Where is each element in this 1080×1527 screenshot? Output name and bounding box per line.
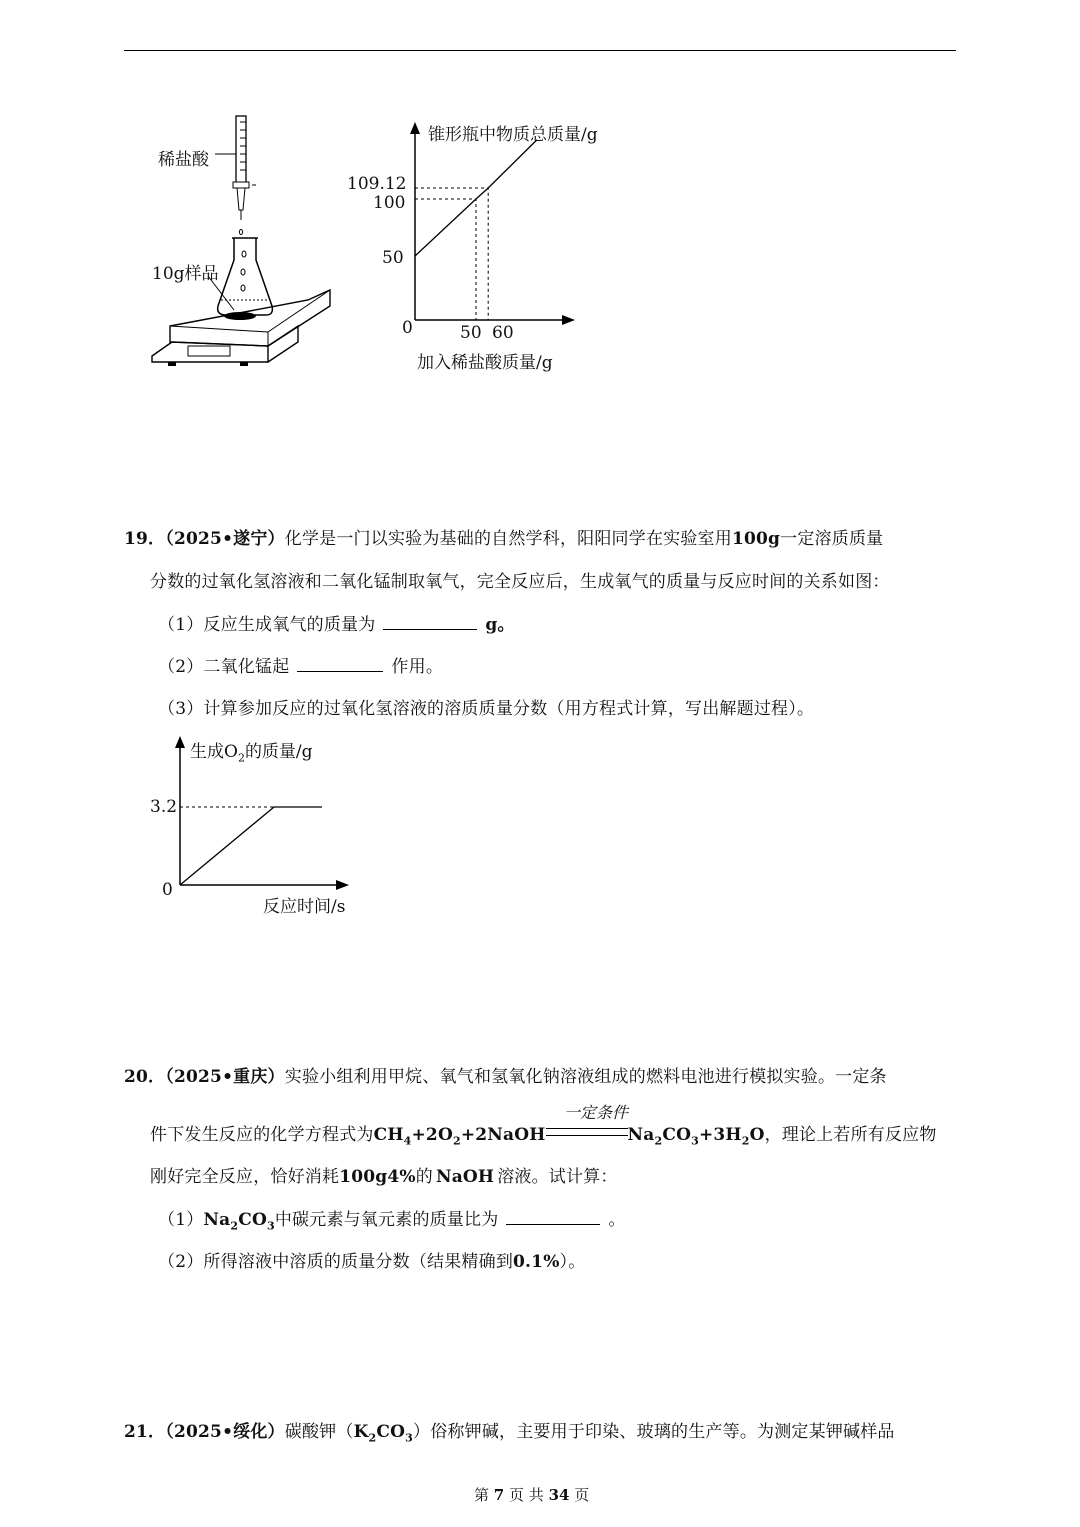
q20-sub1-num: （1） (158, 1210, 204, 1230)
q19-sub2 (158, 652, 443, 677)
y-axis-arrow (410, 122, 420, 134)
q20-equation-right: $Na_2CO_3+3H_2O$ (627, 1125, 765, 1148)
footer-total-pages: 34 (548, 1486, 570, 1504)
q19-line2: 分数的过氧化氢溶液和二氧化锰制取氧气，完全反应后，生成氧气的质量与反应时间的关系如图： (150, 572, 890, 592)
q20-stem-3c: 的 (415, 1167, 433, 1187)
page-footer (474, 1484, 589, 1505)
q19-sub1-unit: g。 (485, 615, 515, 635)
mass-series-line (415, 140, 537, 256)
q21-line1 (124, 1417, 895, 1444)
q20-stem-3a: 刚好完全反应，恰好消耗 (150, 1167, 340, 1187)
chart1-ytick-10912: 109.12 (347, 174, 407, 194)
q20-sub2 (158, 1247, 585, 1272)
q20-source: （2025•重庆） (165, 1067, 285, 1087)
q20-line2 (150, 1120, 937, 1147)
guide-dashed-60 (415, 188, 488, 320)
q19-sub1 (158, 610, 515, 635)
q19-sub2-tail: 作用。 (391, 657, 444, 677)
q19-sub2-blank[interactable] (297, 654, 383, 672)
q20-sub1-blank[interactable] (506, 1207, 600, 1225)
footer-prefix: 第 (474, 1486, 490, 1504)
q19-stem-b: 100g (731, 529, 781, 549)
q19-sub3: （3）计算参加反应的过氧化氢溶液的溶质质量分数（用方程式计算，写出解题过程）。 (158, 699, 815, 719)
q20-sub1-formula: $Na_2CO_3$ (203, 1210, 275, 1233)
q19-number: 19． (124, 529, 166, 549)
footer-middle: 页 共 (509, 1486, 544, 1504)
q20-number: 20． (124, 1067, 166, 1087)
chart2-origin: 0 (162, 880, 173, 900)
q20-sub1 (158, 1205, 626, 1232)
q20-stem-2b: ，理论上若所有反应物 (764, 1125, 937, 1145)
q20-sub2-text: （2）所得溶液中溶质的质量分数（结果精确到 (158, 1252, 514, 1272)
q21-source: （2025•绥化） (165, 1422, 285, 1442)
q19-line1 (124, 524, 883, 549)
chart1-ylabel: 锥形瓶中物质总质量/g (428, 125, 598, 145)
q20-line3 (150, 1162, 618, 1187)
chart2-xlabel: 反应时间/s (263, 897, 346, 917)
y-axis-arrow (175, 736, 185, 748)
chart1-xlabel: 加入稀盐酸质量/g (417, 353, 553, 373)
chart1-xtick-60: 60 (492, 323, 514, 343)
q20-stem-1: 实验小组利用甲烷、氧气和氢氧化钠溶液组成的燃料电池进行模拟实验。一定条 (284, 1067, 887, 1087)
q20-sub2-tail: ）。 (559, 1252, 586, 1272)
q20-stem-3e: 溶液。试计算： (497, 1167, 618, 1187)
chart1-origin: 0 (402, 318, 413, 338)
mass-chart-svg (340, 110, 640, 380)
header-rule (124, 50, 956, 51)
q19-source: （2025•遂宁） (165, 529, 285, 549)
q20-stem-3b: 100g4% (339, 1167, 416, 1187)
q20-stem-2a: 件下发生反应的化学方程式为 (150, 1125, 374, 1145)
q19-sub2-text: （2）二氧化锰起 (158, 657, 290, 677)
mass-chart (340, 110, 640, 380)
q19-stem-c: 一定溶质质量 (780, 529, 884, 549)
guide-dashed-50 (415, 199, 476, 320)
q20-line1 (124, 1062, 887, 1087)
chart2-ylabel-prefix: 生成O (190, 742, 238, 762)
chart2-ylabel (190, 737, 313, 764)
chart2-ylabel-suffix: 的质量/g (244, 742, 313, 762)
chart1-xtick-50: 50 (460, 323, 482, 343)
q19-sub1-text: （1）反应生成氧气的质量为 (158, 615, 376, 635)
q21-number: 21． (124, 1422, 166, 1442)
sample-label: 10g样品 (152, 264, 219, 284)
footer-suffix: 页 (574, 1486, 590, 1504)
chart1-ytick-50: 50 (382, 248, 404, 268)
oxygen-series-line (180, 807, 322, 885)
q20-equals-sign (546, 1128, 628, 1136)
x-axis-arrow (336, 880, 349, 890)
q21-formula: $K_2CO_3$ (353, 1422, 414, 1445)
chart2-ylabel-sub: 2 (237, 751, 245, 765)
q21-text-b: ）俗称钾碱，主要用于印染、玻璃的生产等。为测定某钾碱样品 (413, 1422, 895, 1442)
q20-condition: 一定条件 (564, 1103, 629, 1122)
footer-page-number: 7 (493, 1486, 505, 1504)
x-axis-arrow (562, 315, 575, 325)
q20-sub1-text: 中碳元素与氧元素的质量比为 (274, 1210, 499, 1230)
q19-stem-a: 化学是一门以实验为基础的自然学科，阳阳同学在实验室用 (284, 529, 732, 549)
q19-sub1-blank[interactable] (383, 612, 477, 630)
chart2-ytick-32: 3.2 (150, 797, 178, 817)
q20-sub2-precision: 0.1% (513, 1252, 560, 1272)
acid-label: 稀盐酸 (158, 150, 209, 170)
q21-text-a: 碳酸钾（ (284, 1422, 354, 1442)
chart1-ytick-100: 100 (373, 193, 406, 213)
q20-equation-left: $CH_4+2O_2+2NaOH$ (373, 1125, 546, 1148)
q20-stem-3d: NaOH (435, 1167, 495, 1187)
q20-sub1-period: 。 (608, 1210, 626, 1230)
